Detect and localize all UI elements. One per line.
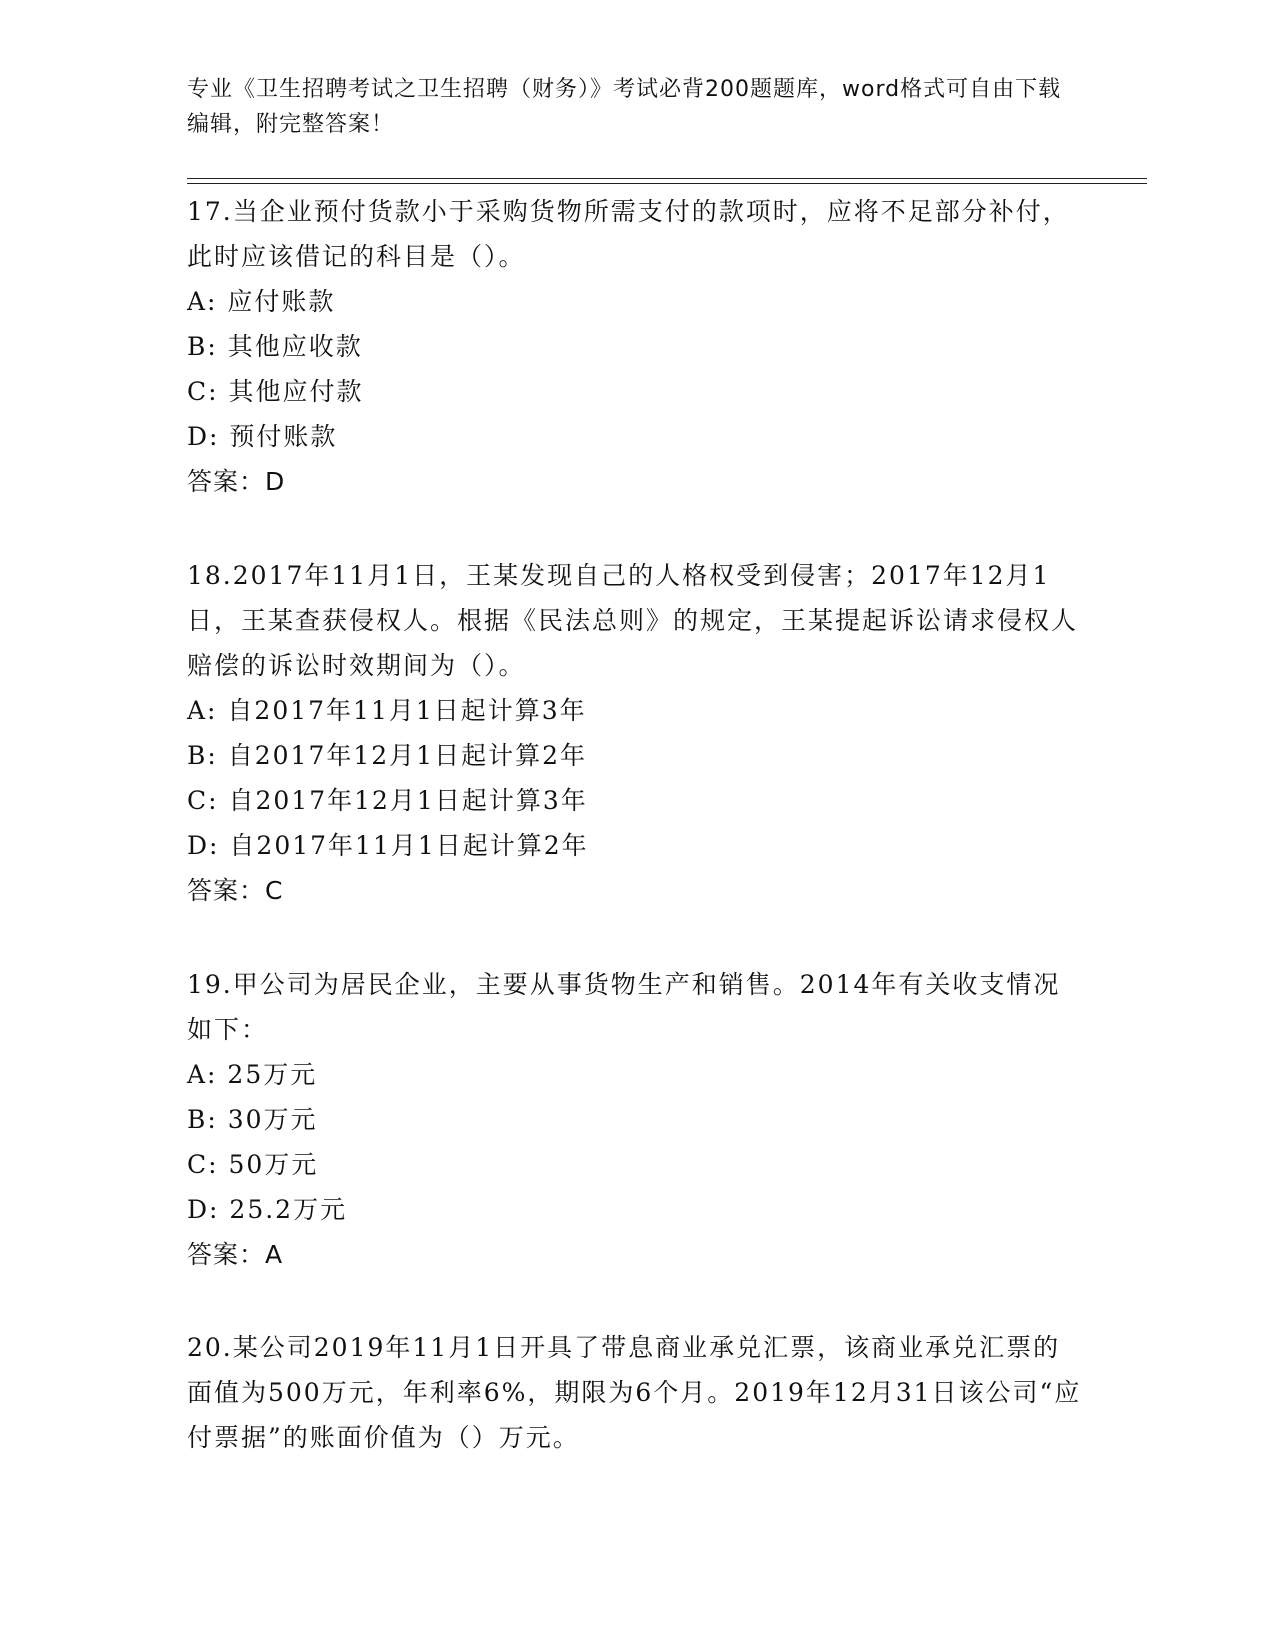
option-c: C: 其他应付款 (187, 377, 364, 406)
answer-line: 答案：D (187, 467, 286, 496)
option-d: D: 25.2万元 (187, 1195, 348, 1224)
question-stem: 17.当企业预付货款小于采购货物所需支付的款项时，应将不足部分补付，此时应该借记的科目是（）。 (187, 197, 1070, 271)
question-18 (187, 553, 1087, 913)
option-b: B: 自2017年12月1日起计算2年 (187, 741, 587, 770)
question-17 (187, 189, 1087, 504)
option-a: A: 应付账款 (187, 287, 336, 316)
option-a: A: 25万元 (187, 1060, 318, 1089)
option-d: D: 自2017年11月1日起计算2年 (187, 831, 589, 860)
option-c: C: 50万元 (187, 1150, 319, 1179)
option-a: A: 自2017年11月1日起计算3年 (187, 696, 587, 725)
question-19 (187, 962, 1087, 1277)
answer-line: 答案：C (187, 876, 284, 905)
question-20 (187, 1325, 1087, 1460)
header-divider (187, 178, 1147, 184)
question-stem: 20.某公司2019年11月1日开具了带息商业承兑汇票，该商业承兑汇票的面值为500万元，年利率6%，期限为6个月。2019年12月31日该公司“应付票据”的账面价值为（）万元。 (187, 1333, 1082, 1452)
answer-line: 答案：A (187, 1240, 284, 1269)
question-stem: 19.甲公司为居民企业，主要从事货物生产和销售。2014年有关收支情况如下： (187, 970, 1061, 1044)
document-header: 专业《卫生招聘考试之卫生招聘（财务）》考试必背200题题库，word格式可自由下载编辑，附完整答案！ (187, 77, 1062, 137)
option-c: C: 自2017年12月1日起计算3年 (187, 786, 588, 815)
question-stem: 18.2017年11月1日，王某发现自己的人格权受到侵害；2017年12月1日，王某查获侵权人。根据《民法总则》的规定，王某提起诉讼请求侵权人赔偿的诉讼时效期间为（）。 (187, 561, 1079, 680)
option-b: B: 其他应收款 (187, 332, 363, 361)
option-b: B: 30万元 (187, 1105, 318, 1134)
option-d: D: 预付账款 (187, 422, 338, 451)
